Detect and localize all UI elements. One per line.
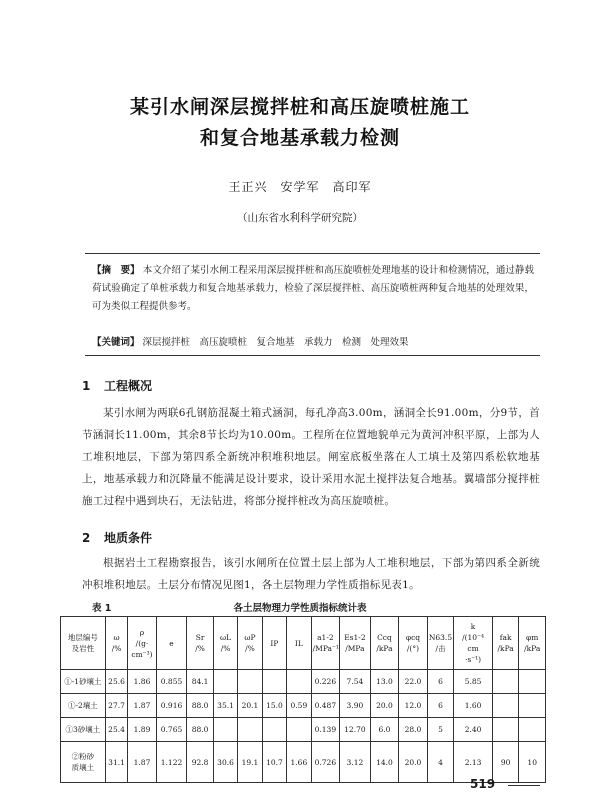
table-cell: 27.7 xyxy=(105,694,127,718)
table-header-cell: ωL /% xyxy=(213,617,237,670)
table-row-label: ①-1砂壤土 xyxy=(61,670,106,694)
table-cell: 14.0 xyxy=(370,742,399,783)
table-cell: 0.855 xyxy=(156,670,187,694)
table-cell: 10 xyxy=(519,742,546,783)
table-cell: 10.7 xyxy=(262,742,286,783)
authors: 王正兴 安学军 高印军 xyxy=(228,180,372,194)
table-cell: 84.1 xyxy=(187,670,213,694)
table-header-cell: N63.5 /击 xyxy=(427,617,453,670)
table-cell: 5.85 xyxy=(454,670,493,694)
table-cell: 88.0 xyxy=(187,718,213,742)
table-cell: 0.916 xyxy=(156,694,187,718)
table-row xyxy=(61,718,546,742)
table-header-cell: φm /kPa xyxy=(519,617,546,670)
table-cell: 1.86 xyxy=(128,670,157,694)
table-header-cell: e xyxy=(156,617,187,670)
table-cell xyxy=(519,694,546,718)
table-cell: 25.6 xyxy=(105,670,127,694)
paper-title-line-2: 和复合地基承载力检测 xyxy=(199,127,400,149)
section-body-2: 根据岩土工程勘察报告，该引水闸所在位置土层上部为人工堆积地层，下部为第四系全新统冲积堆积地层。土层分布情况见图1，各土层物理力学性质指标见表1。 xyxy=(82,557,540,591)
table-row-label: ①-2壤土 xyxy=(61,694,106,718)
paper-title-line-1: 某引水闸深层搅拌桩和高压旋喷桩施工 xyxy=(129,96,470,118)
section-heading-1 xyxy=(82,377,152,394)
page-number-rule xyxy=(508,785,540,786)
table-header-cell: ωP /% xyxy=(238,617,262,670)
table-cell: 90 xyxy=(492,742,518,783)
table-cell: 1.89 xyxy=(128,718,157,742)
table-cell: 35.1 xyxy=(213,694,237,718)
table-cell xyxy=(287,718,311,742)
affiliation: （山东省水利科学研究院） xyxy=(237,212,363,224)
table-cell: 0.59 xyxy=(287,694,311,718)
table-cell: 7.54 xyxy=(340,670,371,694)
table-cell: 1.87 xyxy=(128,742,157,783)
table-cell: 88.0 xyxy=(187,694,213,718)
table-header-cell: fak /kPa xyxy=(492,617,518,670)
table-cell xyxy=(287,670,311,694)
table-row-label: ②粉砂 质壤土 xyxy=(61,742,106,783)
table-cell: 12.0 xyxy=(399,694,428,718)
table-cell xyxy=(213,670,237,694)
table-number: 表 1 xyxy=(92,603,112,614)
table-cell: 0.226 xyxy=(311,670,340,694)
table-cell: 1.87 xyxy=(128,694,157,718)
keywords-text: 深层搅拌桩 高压旋喷桩 复合地基 承载力 检测 处理效果 xyxy=(142,337,409,348)
table-cell xyxy=(213,718,237,742)
table-cell xyxy=(492,718,518,742)
table-cell xyxy=(519,670,546,694)
table-cell xyxy=(492,694,518,718)
keywords xyxy=(92,334,534,348)
table-body xyxy=(61,670,546,783)
table-cell: 1.122 xyxy=(156,742,187,783)
table-header-cell: IL xyxy=(287,617,311,670)
table-cell: 13.0 xyxy=(370,670,399,694)
abstract xyxy=(92,262,534,316)
table-row xyxy=(61,670,546,694)
table-header-cell: ω /% xyxy=(105,617,127,670)
table-header-cell: 地层编号 及岩性 xyxy=(61,617,106,670)
section-number: 2 xyxy=(82,531,91,545)
section-number: 1 xyxy=(82,379,91,393)
table-cell xyxy=(262,670,286,694)
table-cell xyxy=(519,718,546,742)
table-cell: 6 xyxy=(427,670,453,694)
table-cell xyxy=(238,718,262,742)
table-cell: 12.70 xyxy=(340,718,371,742)
table-cell: 0.765 xyxy=(156,718,187,742)
table-cell: 2.13 xyxy=(454,742,493,783)
table-cell: 1.66 xyxy=(287,742,311,783)
table-row-label: ①3砂壤土 xyxy=(61,718,106,742)
table-cell: 1.60 xyxy=(454,694,493,718)
table-cell: 4 xyxy=(427,742,453,783)
abstract-bottom-rule xyxy=(85,355,540,356)
table-cell: 31.1 xyxy=(105,742,127,783)
table-cell: 25.4 xyxy=(105,718,127,742)
table-header-cell: Ccq /kPa xyxy=(370,617,399,670)
table-cell xyxy=(262,718,286,742)
table-header-cell: Sr /% xyxy=(187,617,213,670)
table-caption: 各土层物理力学性质指标统计表 xyxy=(233,603,367,614)
table-header-row xyxy=(61,617,546,670)
table-cell: 3.12 xyxy=(340,742,371,783)
table-cell: 6.0 xyxy=(370,718,399,742)
table-cell: 3.90 xyxy=(340,694,371,718)
table-cell: 6 xyxy=(427,694,453,718)
abstract-label: 【摘 要】 xyxy=(92,265,140,276)
table-cell: 15.0 xyxy=(262,694,286,718)
table-header-cell: Es1-2 /MPa xyxy=(340,617,371,670)
table-cell: 30.6 xyxy=(213,742,237,783)
section-title: 工程概况 xyxy=(104,379,153,393)
table-cell: 5 xyxy=(427,718,453,742)
table-cell: 20.0 xyxy=(399,742,428,783)
table-header-cell: ρ /(g· cm⁻³) xyxy=(128,617,157,670)
table-cell: 0.726 xyxy=(311,742,340,783)
abstract-text: 本文介绍了某引水闸工程采用深层搅拌桩和高压旋喷桩处理地基的设计和检测情况，通过静载荷试验确定了单桩承载力和复合地基承载力，检验了深层搅拌桩、高压旋喷桩两种复合地基的处理效果，可为类似工程提供参考。 xyxy=(92,265,534,312)
table-cell xyxy=(492,670,518,694)
table-header-cell: k /(10⁻⁴ cm ·s⁻¹) xyxy=(454,617,493,670)
section-title: 地质条件 xyxy=(104,531,153,545)
table-cell: 19.1 xyxy=(238,742,262,783)
abstract-top-rule xyxy=(85,253,540,254)
table-cell: 0.487 xyxy=(311,694,340,718)
table-header-cell: φcq /(°) xyxy=(399,617,428,670)
table-cell: 2.40 xyxy=(454,718,493,742)
page-number: 519 xyxy=(470,777,496,791)
table-row xyxy=(61,694,546,718)
table-cell: 92.8 xyxy=(187,742,213,783)
soil-properties-table xyxy=(60,616,546,783)
table-header-cell: a1-2 /MPa⁻¹ xyxy=(311,617,340,670)
table-cell xyxy=(238,670,262,694)
table-header-cell: IP xyxy=(262,617,286,670)
section-body-1: 某引水闸为两联6孔钢筋混凝土箱式涵洞，每孔净高3.00m，涵洞全长91.00m，分9节，首节涵洞长11.00m，其余8节长均为10.00m。工程所在位置地貌单元为黄河冲积平原，上部为人工堆积地层，下部为第四系全新统冲积堆积地层。闸室底板坐落在人工填土及第四系松软地基上，地基承载力和沉降量不能满足设计要求，设计采用水泥土搅拌法复合地基。翼墙部分搅拌桩施工过程中遇到块石，无法钻进，将部分搅拌桩改为高压旋喷桩。 xyxy=(82,407,540,507)
table-cell: 0.139 xyxy=(311,718,340,742)
section-heading-2 xyxy=(82,529,152,546)
keywords-label: 【关键词】 xyxy=(92,337,140,348)
table-cell: 22.0 xyxy=(399,670,428,694)
table-cell: 20.1 xyxy=(238,694,262,718)
table-cell: 20.0 xyxy=(370,694,399,718)
table-cell: 28.0 xyxy=(399,718,428,742)
